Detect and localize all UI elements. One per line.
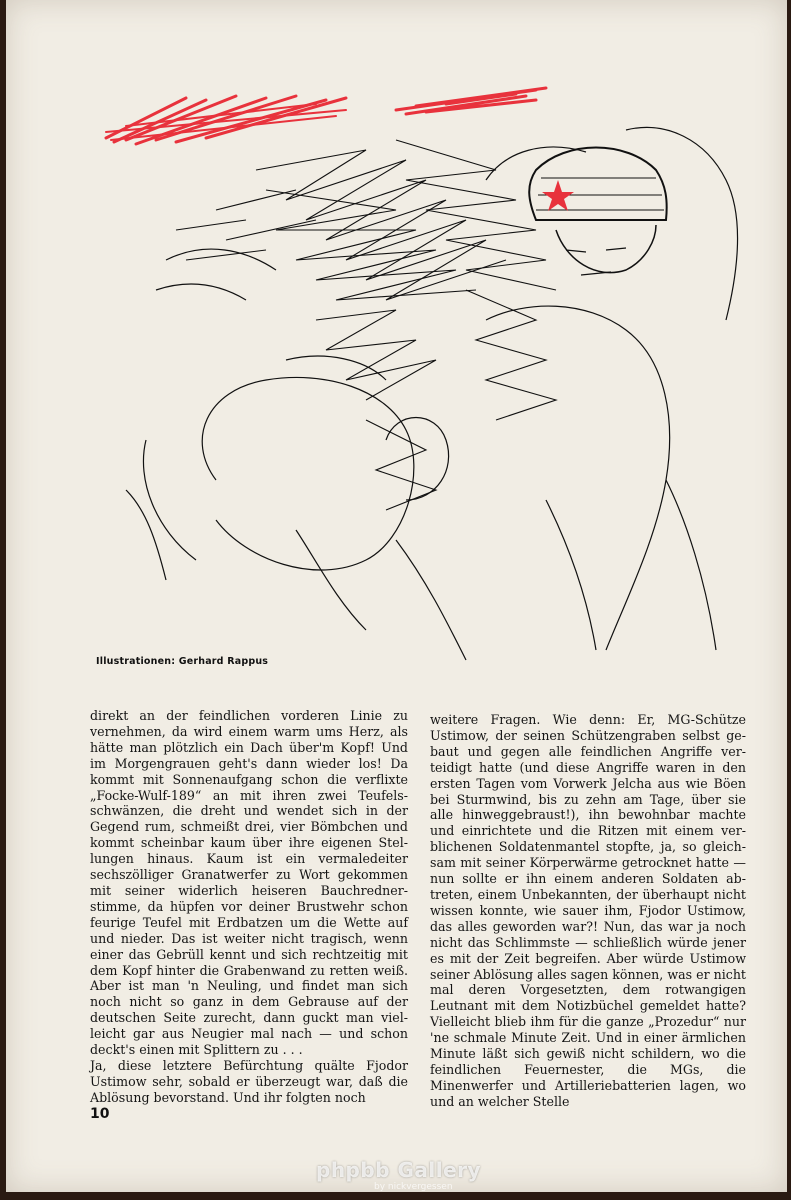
- dense-scribbles: [176, 140, 556, 510]
- paragraph: direkt an der feindlichen vorderen Linie zu vernehmen, da wird einem warm ums Herz, als hätte man plötzlich ein Dach über'm Kopf! Und im Morgengrauen geht's dann wieder los! Da kommt mit Sonnenaufgang schon die verflixte „Focke-Wulf-189“ an mit ihren zwei Teufelsschwänzen, die dreht und wendet sich in der Gegend rum, schmeißt drei, vier Bömbchen und kommt scheinbar kaum über ihre eigenen Stellungen hinaus. Kaum ist ein vermaledeiter sechszölliger Granatwerfer zu Wort gekommen mit seiner widerlich heiseren Bauchrednerstimme, da hüpfen vor deiner Brustwehr schon feurige Teufel mit Erdbatzen um die Wette auf und nieder. Das ist weiter nicht tragisch, wenn einer das Gebrüll kennt und sich rechtzeitig mit dem Kopf hinter die Grabenwand zu retten weiß. Aber ist man 'n Neuling, und findet man sich noch nicht so ganz in dem Gebrause auf der deutschen Seite zurecht, dann guckt man vielleicht gar aus Neugier mal nach — und schon deckt's einen mit Splittern zu . . .: [90, 708, 408, 1058]
- paragraph: weitere Fragen. Wie denn: Er, MG-Schütze Ustimow, der seinen Schützengraben selbst gebaut und gegen alle feindlichen Angriffe verteidigt hatte (und diese Angriffe waren in den ersten Tagen vom Vorwerk Jelcha aus wie Böen bei Sturmwind, bis zu zehn am Tage, über sie alle hinweggebraust!), ihn bewohnbar machte und einrichtete und die Ritzen mit einem verblichenen Soldatenmantel stopfte, ja, so gleichsam mit seiner Körperwärme getrocknet hatte — nun sollte er ihn einem anderen Soldaten abtreten, einem Unbekannten, der überhaupt nicht wissen konnte, wie sauer ihm, Fjodor Ustimow, das alles geworden war?! Nun, das war ja noch nicht das Schlimmste — schließlich würde jener es mit der Zeit begreifen. Aber würde Ustimow seiner Ablösung alles sagen können, was er nicht mal deren Vorgesetzten, dem rotwangigen Leutnant mit dem Notizbüchel gemeldet hatte? Vielleicht blieb ihm für die ganze „Prozedur“ nur 'ne schmale Minute Zeit. Und in einer ärmlichen Minute läßt sich gewiß nicht schildern, wo die feindlichen Feuernester, die MGs, die Minenwerfer und Artilleriebatterien lagen, wo und an welcher Stelle: [430, 712, 746, 1109]
- gallery-watermark-subtitle: by nickvergessen: [374, 1182, 453, 1192]
- magazine-page: [6, 0, 787, 1192]
- illustration-credit: Illustrationen: Gerhard Rappus: [96, 656, 269, 667]
- red-sky-strokes: [106, 88, 546, 144]
- article-left-column: [90, 708, 408, 1106]
- soldier-illustration: [66, 60, 766, 670]
- gallery-watermark: phpbb Gallery: [316, 1158, 482, 1182]
- paragraph: Ja, diese letztere Befürchtung quälte Fjodor Ustimow sehr, sobald er überzeugt war, daß die Ablösung bevorstand. Und ihr folgten noch: [90, 1057, 408, 1105]
- page-number: 10: [90, 1106, 110, 1122]
- article-right-column: [430, 712, 746, 1110]
- soldier-helmet: [529, 148, 666, 276]
- sketch-outlines: [126, 127, 738, 660]
